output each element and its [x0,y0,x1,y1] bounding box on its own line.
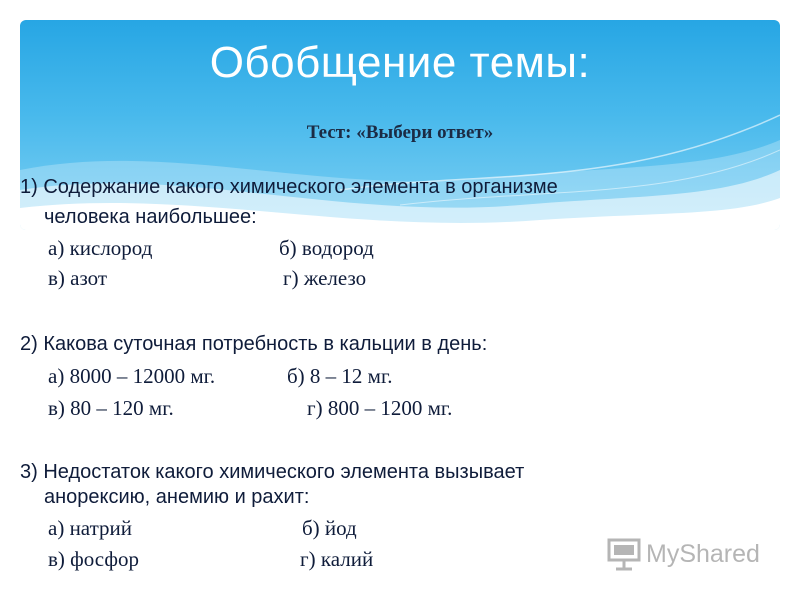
question-1-text: 1) Содержание какого химического элемента в организме [20,176,558,198]
watermark [606,536,760,572]
watermark-text: MyShared [646,539,760,568]
question-2-option-a[interactable]: а) 8000 – 12000 мг. [48,364,216,388]
question-3-option-c[interactable]: в) фосфор [48,547,139,571]
question-2-option-b[interactable]: б) 8 – 12 мг. [287,364,393,388]
question-1-option-a[interactable]: а) кислород [48,236,153,260]
question-1-option-c[interactable]: в) азот [48,266,108,290]
presentation-board-icon [606,537,642,571]
slide-subtitle: Тест: «Выбери ответ» [306,122,494,143]
question-2-option-d[interactable]: г) 800 – 1200 мг. [307,396,453,420]
question-2-text: 2) Какова суточная потребность в кальции в день: [20,333,488,355]
question-3-option-a[interactable]: а) натрий [48,516,132,540]
question-1-text-cont: человека наибольшее: [44,206,257,228]
question-2-option-c[interactable]: в) 80 – 120 мг. [48,396,174,420]
question-3-text-cont: анорексию, анемию и рахит: [44,486,310,508]
question-1-option-b[interactable]: б) водород [279,236,374,260]
question-3-text: 3) Недостаток какого химического элемента вызывает [20,461,525,483]
question-3-option-d[interactable]: г) калий [300,547,374,571]
slide-title: Обобщение темы: [209,38,591,87]
question-1-option-d[interactable]: г) железо [283,266,367,290]
question-3-option-b[interactable]: б) йод [302,516,357,540]
